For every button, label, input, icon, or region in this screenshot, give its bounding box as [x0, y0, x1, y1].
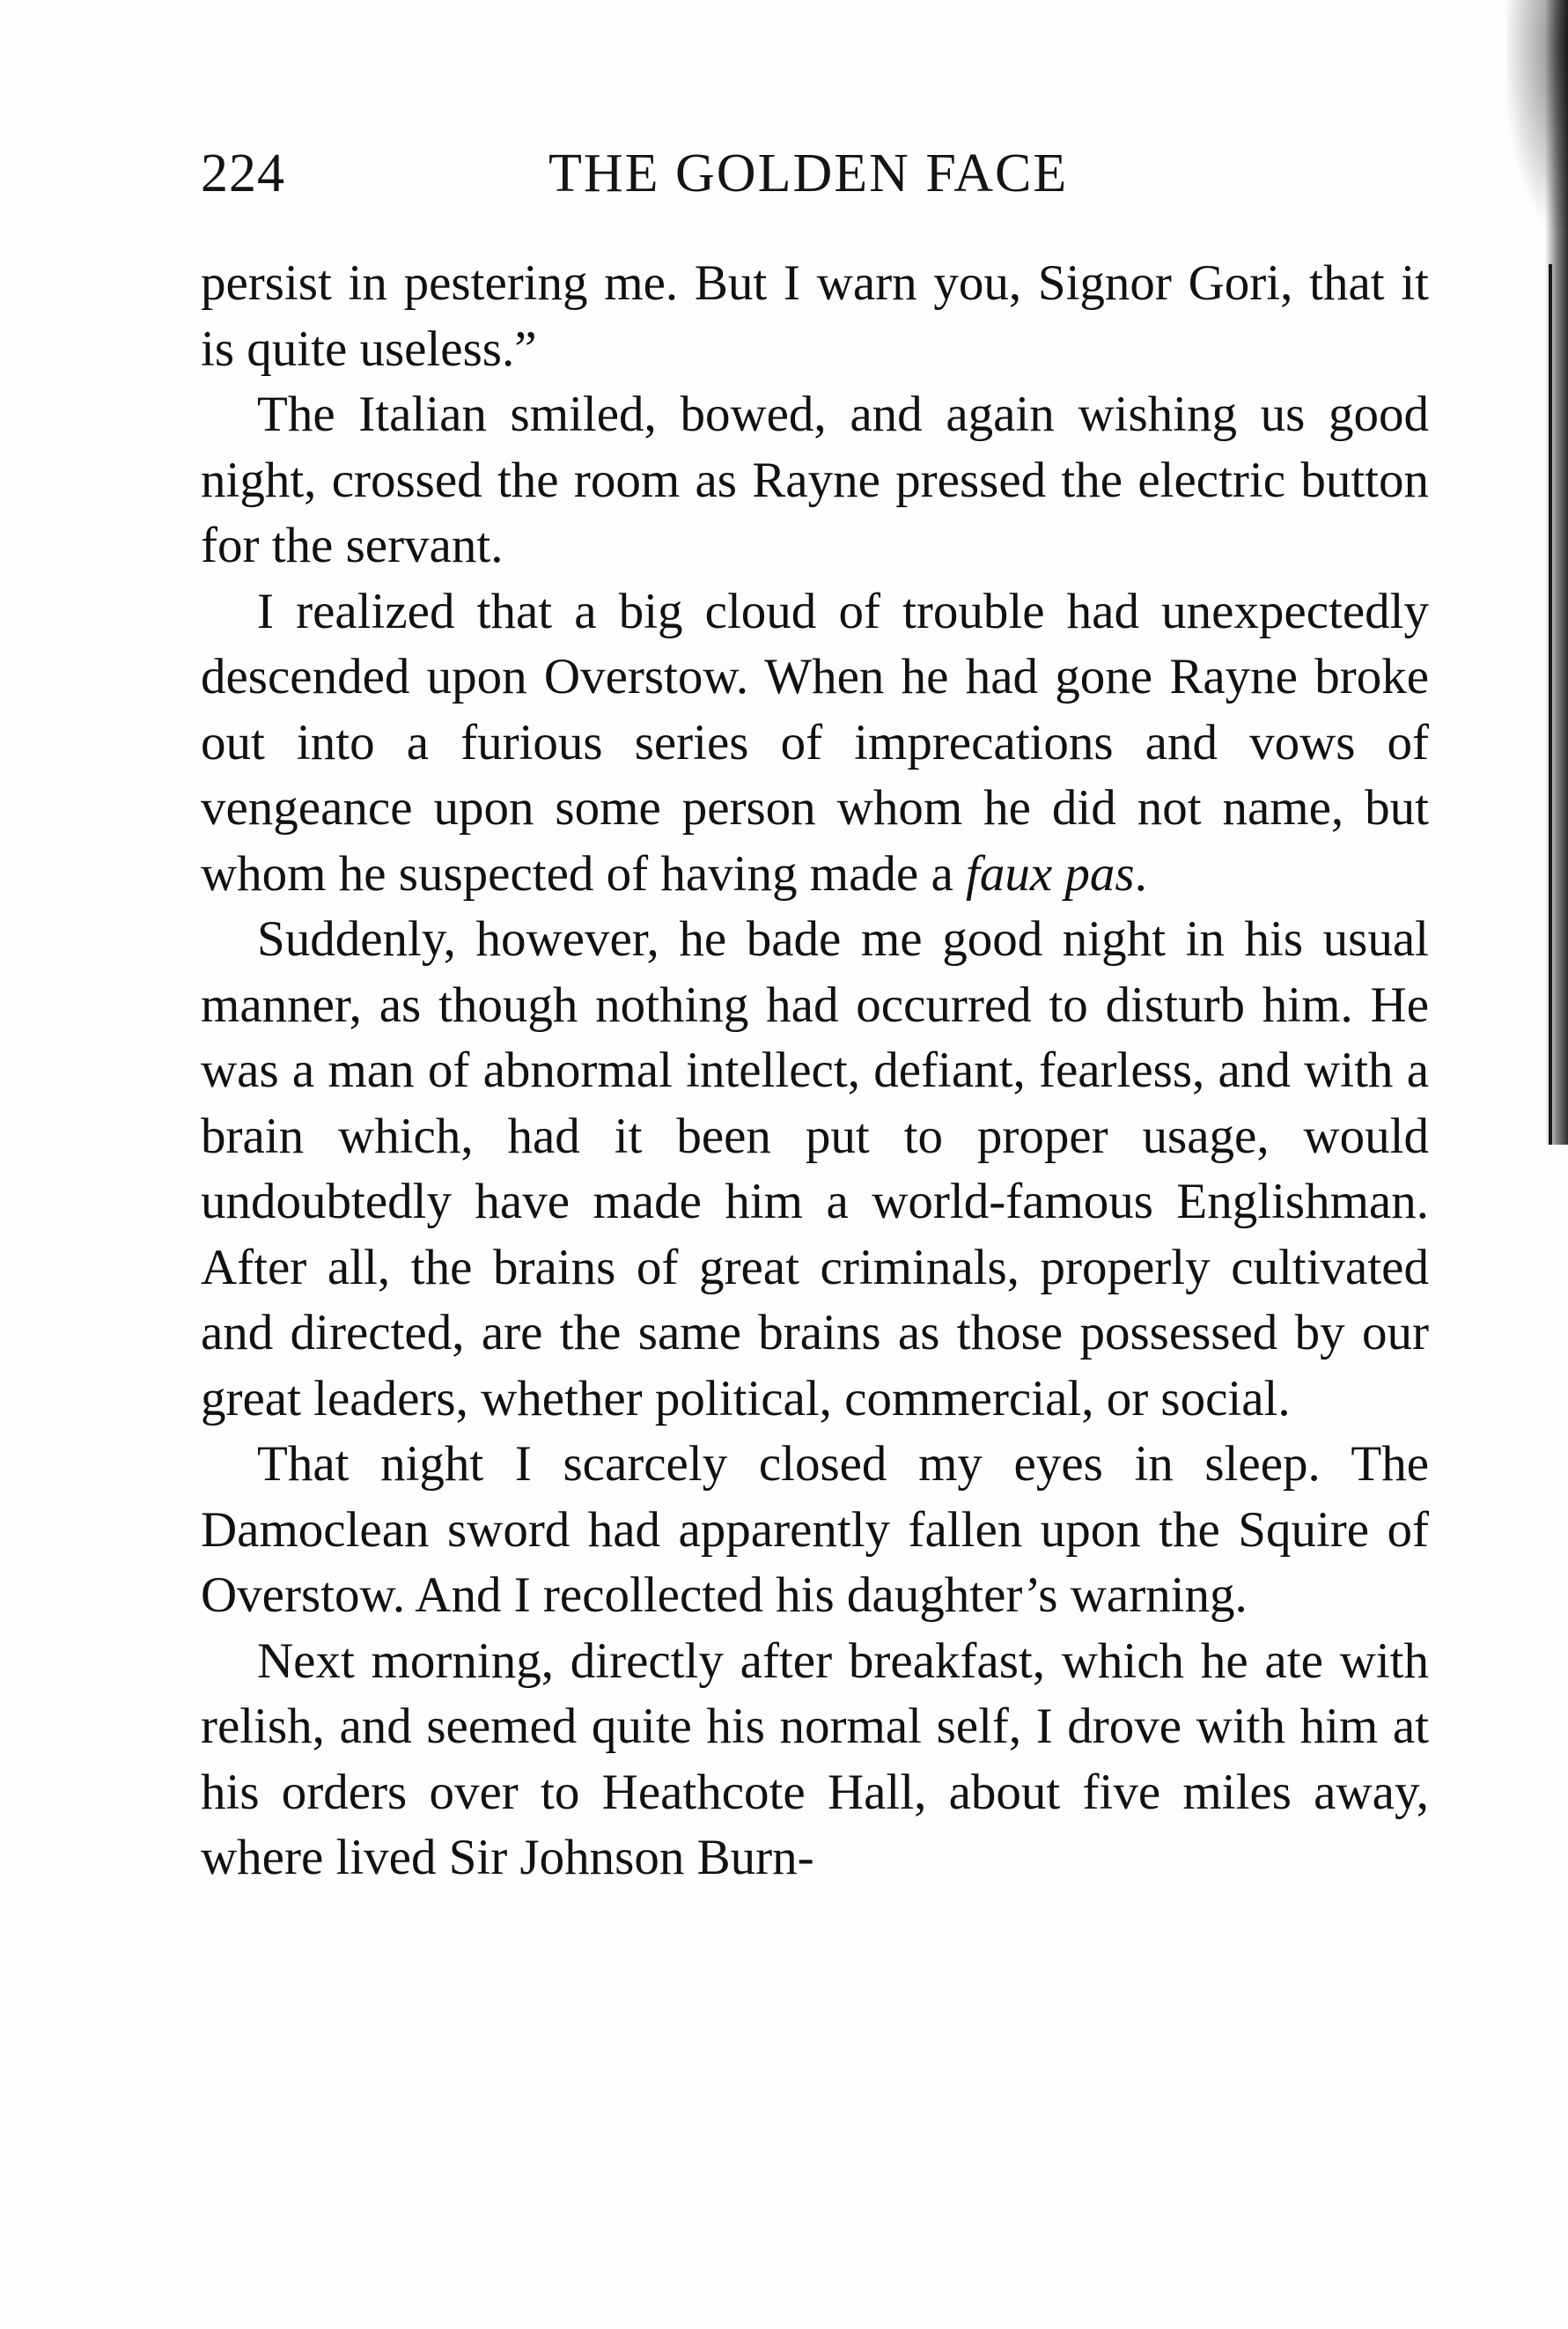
- paragraph-2: [201, 382, 1429, 579]
- page-number: 224: [201, 144, 285, 203]
- paragraph-1-text: persist in pestering me. But I warn you, Signor Gori, that it is quite useless.”: [201, 255, 1429, 377]
- paragraph-5: [201, 1432, 1429, 1629]
- paragraph-6: [201, 1629, 1429, 1891]
- paragraph-5-text: That night I scarcely closed my eyes in sleep. The Damoclean sword had apparently fallen upon the Squire of Overstow. And I recollected his daughter’s warning.: [201, 1436, 1429, 1623]
- running-title: THE GOLDEN FACE: [548, 144, 1069, 203]
- paragraph-4: [201, 907, 1429, 1432]
- body-text: [201, 251, 1429, 1891]
- paragraph-1: [201, 251, 1429, 382]
- paragraph-6-text: Next morning, directly after breakfast, which he ate with relish, and seemed quite his normal self, I drove with him at his orders over to Heathcote Hall, about five miles away, where lived Sir Johnson Burn-: [201, 1633, 1429, 1885]
- paragraph-4-text: Suddenly, however, he bade me good night in his usual manner, as though nothing had occurred to disturb him. He was a man of abnormal intellect, defiant, fearless, and with a brain which, had it been put to proper usage, would undoubtedly have made him a world-famous Englishman. After all, the brains of great criminals, properly cultivated and directed, are the same brains as those possessed by our great leaders, whether political, commercial, or social.: [201, 911, 1429, 1426]
- paragraph-3-text: I realized that a big cloud of trouble had unexpectedly descended upon Overstow. When he had gone Rayne broke out into a furious series of imprecations and vows of vengeance upon some person whom he did not name, but whom he suspected of having made a: [201, 583, 1429, 902]
- page-header: [201, 143, 1429, 222]
- scan-edge-line: [1549, 264, 1552, 1145]
- paragraph-2-text: The Italian smiled, bowed, and again wishing us good night, crossed the room as Rayne pressed the electric button for the servant.: [201, 387, 1429, 573]
- paragraph-3-after: .: [1134, 845, 1147, 902]
- paragraph-3-italic: faux pas: [966, 845, 1135, 902]
- paragraph-3: [201, 579, 1429, 908]
